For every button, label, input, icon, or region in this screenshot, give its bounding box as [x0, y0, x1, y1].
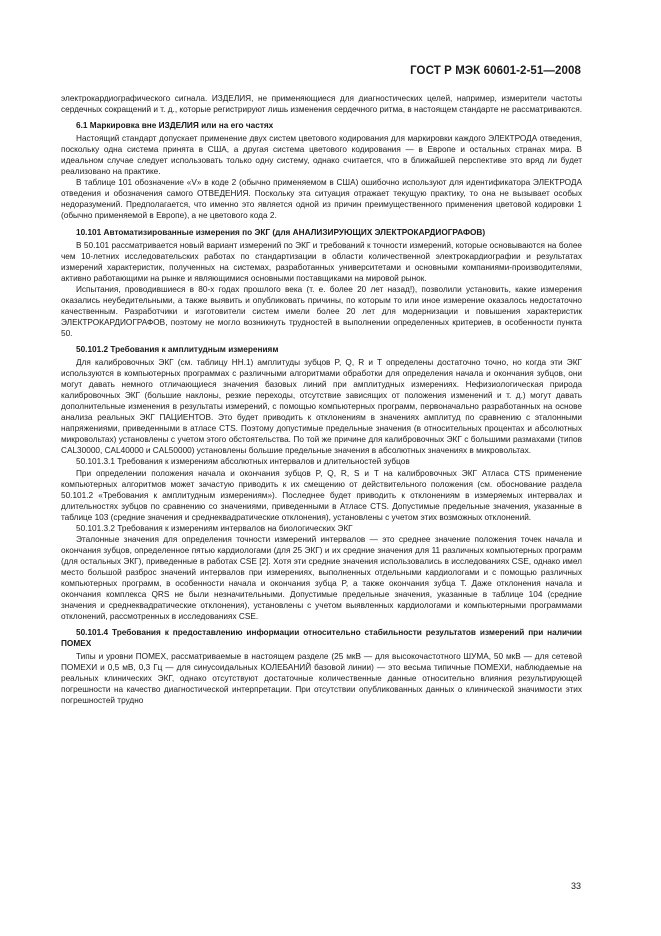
page-number: 33: [570, 881, 581, 891]
document-header: ГОСТ Р МЭК 60601-2-51—2008: [410, 65, 581, 77]
paragraph: Настоящий стандарт допускает применение двух систем цветового кодирования для маркировки каждого ЭЛЕКТРОДА отведения, поскольку одна система принята в США, а другая система цветового кодирования — в Европе и остальных странах мира. В идеальном случае следует использовать только одну систему, однако считается, что в ближайшей перспективе это вряд ли будет реализовано на практике.: [61, 134, 582, 177]
body-text: [61, 93, 582, 706]
subsection-title: 50.101.3.2 Требования к измерениям интервалов на биологических ЭКГ: [76, 523, 353, 533]
paragraph: Эталонные значения для определения точности измерений интервалов — это среднее значение положения точек начала и окончания зубцов, определенное пятью кардиологами (для 25 ЭКГ) и их средние значения для 11 различных компьютерных программ (для остальных ЭКГ), приведенные в работах CSE [2]. Хотя эти средние значения использовались в исследованиях CSE, однако имел место большой разброс значений интервалов при измерениях, выполненных отдельными кардиологами и с помощью различных компьютерных программ, в особенности начала и окончания зубца P, а также окончания зубца T. Даже отклонения начала и окончания комплекса QRS не были незначительными. Допустимые предельные значения, указанные в таблице 104 (средние значения и среднеквадратические отклонения), установлены с учетом выявленных кардиологами и компьютерными программами отклонений, рассмотренных в исследованиях CSE.: [61, 534, 582, 622]
paragraph: электрокардиографического сигнала. ИЗДЕЛИЯ, не применяющиеся для диагностических целей, например, измерители частоты сердечных сокращений и т. д., которые регистрируют лишь изменения сердечного ритма, в настоящем стандарте не рассматриваются.: [61, 94, 582, 115]
paragraph: При определении положения начала и окончания зубцов P, Q, R, S и T на калибровочных ЭКГ Атласа CTS применение компьютерных алгоритмов может зачастую приводить к их смещению от действительного положения (см. обоснование раздела 50.101.2 «Требования к амплитудным измерениям»). Последнее будет приводить к отклонениям в измеряемых интервалах и длительностях зубцов по сравнению со значениями, приведенными в Атласе CTS. Допустимые предельные значения, указанные в таблице 103 (средние значения и среднеквадратические отклонения), установлены с учетом этих возможных отклонений.: [61, 468, 582, 522]
paragraph: Типы и уровни ПОМЕХ, рассматриваемые в настоящем разделе (25 мкВ — для высокочастотного ШУМА, 50 мкВ — для сетевой ПОМЕХИ и 0,5 мВ, 0,3 Гц — для синусоидальных КОЛЕБАНИЙ базовой линии) — это весьма типичные ПОМЕХИ, наблюдаемые на реальных клинических ЭКГ, однако отсутствуют достаточные количественные данные относительно влияния результирующей погрешности на качество диагностической интерпретации. При отсутствии опубликованных данных о клинической значимости этих погрешностей трудно: [61, 652, 582, 706]
paragraph: Испытания, проводившиеся в 80-х годах прошлого века (т. е. более 20 лет назад!), позволили установить, какие измерения оказались неубедительными, а также выявить и опубликовать причины, по которым то или иное измерение оказалось недостаточно качественным. Разработчики и изготовители систем имели более 20 лет для модернизации и повышения характеристик ЭЛЕКТРОКАРДИОГРАФОВ, поэтому не могло возникнуть трудностей в выполнении определенных критериев, в особенности пункта 50.: [61, 284, 582, 338]
subsection-title: 50.101.3.1 Требования к измерениям абсолютных интервалов и длительностей зубцов: [76, 457, 410, 467]
paragraph: Для калибровочных ЭКГ (см. таблицу НН.1) амплитуды зубцов P, Q, R и T определены достаточно точно, но когда эти ЭКГ используются в компьютерных программах с различными алгоритмами обработки для определения начала и окончания зубцов, они могут давать немного отличающиеся значения базовых линий при амплитудных измерениях. Нефизиологическая природа калибровочных ЭКГ (большие наклоны, резкие переходы, отсутствие зависящих от положения изменений и т. д.) могут давать дополнительные изменения в результаты измерений, с помощью компьютерных программ, первоначально разработанных на основе анализа реальных ЭКГ ПАЦИЕНТОВ. Это будет приводить к отклонениям в значениях амплитуд по сравнению с эталонными напряжениями, приведенными в атласе CTS. Поэтому допустимые предельные значения (в относительных процентах и абсолютных микровольтах) установлены с учетом этого обстоятельства. По той же причине для калибровочных ЭКГ с большими размахами (типов CAL30000, CAL40000 и CAL50000) установлены большие предельные значения в абсолютных значениях в микровольтах.: [61, 358, 582, 456]
section-heading: 10.101 Автоматизированные измерения по ЭКГ (для АНАЛИЗИРУЮЩИХ ЭЛЕКТРОКАРДИОГРАФОВ): [76, 227, 486, 237]
section-heading: 50.101.2 Требования к амплитудным измерениям: [76, 344, 279, 354]
paragraph: В 50.101 рассматривается новый вариант измерений по ЭКГ и требований к точности измерений, которые основываются на более чем 10-летних исследовательских работах по стандартизации в области количественной электрокардиографии и результатах измерений характеристик, полученных на системах, разработанных университетами и основными компаниями-производителями, активно работающими на рынке и являющимися основными поставщиками на мировой рынок.: [61, 240, 582, 283]
section-heading: 50.101.4 Требования к предоставлению информации относительно стабильности результатов измерений при наличии ПОМЕХ: [61, 628, 582, 649]
section-heading: 6.1 Маркировка вне ИЗДЕЛИЯ или на его частях: [76, 121, 274, 131]
paragraph: В таблице 101 обозначение «V» в коде 2 (обычно применяемом в США) ошибочно используют для идентификатора ЭЛЕКТРОДА отведения и обозначения самого ОТВЕДЕНИЯ. Поскольку эта ситуация отражает текущую практику, то она не вызывает особых недоразумений. Предполагается, что именно это является одной из причин преимущественного применения цветовой кодировки 1 (обычно применяемой в Европе), а не цветового кода 2.: [61, 178, 582, 221]
